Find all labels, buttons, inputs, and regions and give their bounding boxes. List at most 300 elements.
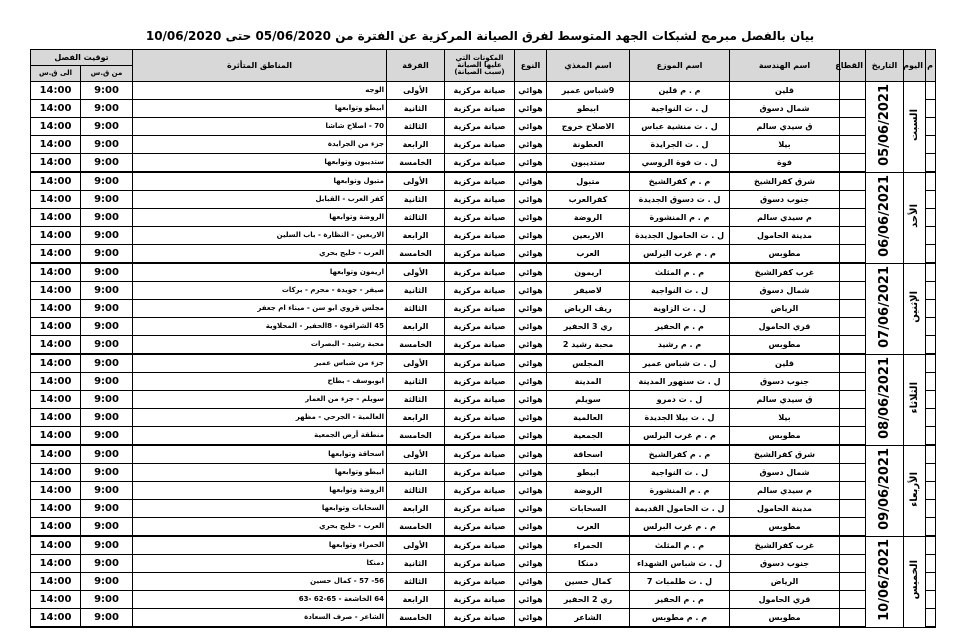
- distributor-cell: ل . ت الجرايدة: [630, 136, 730, 154]
- header-from: من ق.س: [81, 66, 133, 82]
- distributor-cell: م . م المثلث: [630, 536, 730, 555]
- to-time-cell: 14:00: [31, 373, 81, 391]
- table-row: [31, 282, 936, 300]
- distributor-cell: م . م رشيد: [630, 336, 730, 355]
- sector-cell: [840, 464, 866, 482]
- engineering-cell: شرق كفرالشيخ: [730, 445, 840, 464]
- type-cell: هوائي: [515, 373, 547, 391]
- engineering-cell: غرب كفرالشيخ: [730, 536, 840, 555]
- table-row: [31, 263, 936, 282]
- from-time-cell: 9:00: [81, 445, 133, 464]
- row-index-cell: [926, 518, 936, 537]
- team-cell: الرابعة: [387, 227, 445, 245]
- row-index-cell: [926, 573, 936, 591]
- areas-cell: جزء من الجرايدة: [133, 136, 387, 154]
- date-label: 06/06/2021: [877, 175, 892, 257]
- areas-cell: اريمون وتوابعها: [133, 263, 387, 282]
- components-cell: صيانة مركزية: [445, 391, 515, 409]
- table-row: [31, 373, 936, 391]
- type-cell: هوائي: [515, 245, 547, 264]
- feeder-cell: الروضة: [547, 209, 630, 227]
- feeder-cell: ابيطو: [547, 464, 630, 482]
- areas-cell: العالمية - الجرحي - مظهر: [133, 409, 387, 427]
- feeder-cell: 9شباس عمير: [547, 82, 630, 100]
- distributor-cell: ل . ت سنهور المدينة: [630, 373, 730, 391]
- table-row: [31, 118, 936, 136]
- engineering-cell: قلين: [730, 82, 840, 100]
- to-time-cell: 14:00: [31, 409, 81, 427]
- from-time-cell: 9:00: [81, 100, 133, 118]
- sector-cell: [840, 354, 866, 373]
- sector-cell: [840, 82, 866, 100]
- row-index-cell: [926, 336, 936, 355]
- day-label: الثلاثاء: [908, 382, 920, 414]
- team-cell: الخامسة: [387, 427, 445, 446]
- sector-cell: [840, 300, 866, 318]
- team-cell: الثالثة: [387, 482, 445, 500]
- feeder-cell: ري 2 الحفير: [547, 591, 630, 609]
- areas-cell: الحمراء وتوابعها: [133, 536, 387, 555]
- distributor-cell: ل . ت دمرو: [630, 391, 730, 409]
- components-cell: صيانة مركزية: [445, 100, 515, 118]
- table-row: [31, 500, 936, 518]
- areas-cell: ابيطو وتوابعها: [133, 464, 387, 482]
- table-row: [31, 245, 936, 264]
- feeder-cell: ستديبون: [547, 154, 630, 173]
- sector-cell: [840, 591, 866, 609]
- components-cell: صيانة مركزية: [445, 118, 515, 136]
- areas-cell: متبول وتوابعها: [133, 172, 387, 191]
- distributor-cell: ل . ت شباس الشهداء: [630, 555, 730, 573]
- feeder-cell: سويلم: [547, 391, 630, 409]
- from-time-cell: 9:00: [81, 282, 133, 300]
- areas-cell: دمنكا: [133, 555, 387, 573]
- engineering-cell: غرب كفرالشيخ: [730, 263, 840, 282]
- type-cell: هوائي: [515, 591, 547, 609]
- sector-cell: [840, 573, 866, 591]
- row-index-cell: [926, 209, 936, 227]
- components-cell: صيانة مركزية: [445, 464, 515, 482]
- to-time-cell: 14:00: [31, 518, 81, 537]
- from-time-cell: 9:00: [81, 336, 133, 355]
- type-cell: هوائي: [515, 573, 547, 591]
- areas-cell: 70 - اصلاح شاشا: [133, 118, 387, 136]
- date-cell: [866, 263, 904, 354]
- areas-cell: ابوبوسف - بطاح: [133, 373, 387, 391]
- feeder-cell: ري 3 الحفير: [547, 318, 630, 336]
- areas-cell: اسحاقة وتوابعها: [133, 445, 387, 464]
- table-row: [31, 591, 936, 609]
- components-cell: صيانة مركزية: [445, 409, 515, 427]
- components-cell: صيانة مركزية: [445, 591, 515, 609]
- areas-cell: الشاعر - صرف السعادة: [133, 609, 387, 628]
- components-cell: صيانة مركزية: [445, 82, 515, 100]
- sector-cell: [840, 336, 866, 355]
- areas-cell: صيفر - جويدة - محرم - بركات: [133, 282, 387, 300]
- to-time-cell: 14:00: [31, 500, 81, 518]
- date-cell: [866, 445, 904, 536]
- type-cell: هوائي: [515, 609, 547, 628]
- engineering-cell: بيلا: [730, 409, 840, 427]
- sector-cell: [840, 227, 866, 245]
- schedule-table: [30, 49, 936, 628]
- date-label: 09/06/2021: [877, 448, 892, 530]
- table-row: [31, 154, 936, 173]
- table-row: [31, 209, 936, 227]
- sector-cell: [840, 191, 866, 209]
- team-cell: الثالثة: [387, 300, 445, 318]
- feeder-cell: ابيطو: [547, 100, 630, 118]
- components-cell: صيانة مركزية: [445, 518, 515, 537]
- header-team: الفرقة: [387, 50, 445, 82]
- feeder-cell: السحابات: [547, 500, 630, 518]
- areas-cell: العرب - خليج بحري: [133, 245, 387, 264]
- components-cell: صيانة مركزية: [445, 573, 515, 591]
- date-cell: [866, 536, 904, 627]
- to-time-cell: 14:00: [31, 282, 81, 300]
- from-time-cell: 9:00: [81, 536, 133, 555]
- type-cell: هوائي: [515, 136, 547, 154]
- type-cell: هوائي: [515, 172, 547, 191]
- from-time-cell: 9:00: [81, 136, 133, 154]
- engineering-cell: مدينة الحامول: [730, 500, 840, 518]
- day-label: الأحد: [908, 204, 920, 228]
- header-engineering: اسم الهندسة: [730, 50, 840, 82]
- to-time-cell: 14:00: [31, 573, 81, 591]
- from-time-cell: 9:00: [81, 609, 133, 628]
- areas-cell: الروضة وتوابعها: [133, 482, 387, 500]
- engineering-cell: مدينة الحامول: [730, 227, 840, 245]
- components-cell: صيانة مركزية: [445, 209, 515, 227]
- team-cell: الأولى: [387, 172, 445, 191]
- header-components: المكونات التي عليها الصيانة (سبب الصيانة): [445, 50, 515, 82]
- distributor-cell: م . م المنشورة: [630, 209, 730, 227]
- table-row: [31, 136, 936, 154]
- engineering-cell: الرياض: [730, 573, 840, 591]
- team-cell: الرابعة: [387, 591, 445, 609]
- from-time-cell: 9:00: [81, 464, 133, 482]
- areas-cell: محبة رشيد - البصرات: [133, 336, 387, 355]
- sector-cell: [840, 445, 866, 464]
- row-index-cell: [926, 118, 936, 136]
- from-time-cell: 9:00: [81, 373, 133, 391]
- table-row: [31, 518, 936, 537]
- row-index-cell: [926, 591, 936, 609]
- team-cell: الخامسة: [387, 245, 445, 264]
- team-cell: الثانية: [387, 191, 445, 209]
- from-time-cell: 9:00: [81, 500, 133, 518]
- row-index-cell: [926, 82, 936, 100]
- team-cell: الثالثة: [387, 209, 445, 227]
- table-row: [31, 427, 936, 446]
- components-cell: صيانة مركزية: [445, 191, 515, 209]
- from-time-cell: 9:00: [81, 172, 133, 191]
- row-index-cell: [926, 245, 936, 264]
- team-cell: الرابعة: [387, 136, 445, 154]
- from-time-cell: 9:00: [81, 573, 133, 591]
- feeder-cell: اريمون: [547, 263, 630, 282]
- row-index-cell: [926, 373, 936, 391]
- to-time-cell: 14:00: [31, 445, 81, 464]
- table-row: [31, 191, 936, 209]
- engineering-cell: ق سيدي سالم: [730, 391, 840, 409]
- team-cell: الأولى: [387, 263, 445, 282]
- table-row: [31, 300, 936, 318]
- row-index-cell: [926, 191, 936, 209]
- row-index-cell: [926, 391, 936, 409]
- header-distributor: اسم الموزع: [630, 50, 730, 82]
- table-row: [31, 227, 936, 245]
- row-index-cell: [926, 263, 936, 282]
- row-index-cell: [926, 227, 936, 245]
- to-time-cell: 14:00: [31, 464, 81, 482]
- to-time-cell: 14:00: [31, 609, 81, 628]
- engineering-cell: قلين: [730, 354, 840, 373]
- type-cell: هوائي: [515, 482, 547, 500]
- areas-cell: كفر العرب - القبابل: [133, 191, 387, 209]
- to-time-cell: 14:00: [31, 191, 81, 209]
- engineering-cell: قري الحامول: [730, 318, 840, 336]
- date-label: 07/06/2021: [877, 266, 892, 348]
- header-sector: القطاع: [840, 50, 866, 82]
- sector-cell: [840, 482, 866, 500]
- row-index-cell: [926, 500, 936, 518]
- header-m: م: [926, 50, 936, 82]
- engineering-cell: فوة: [730, 154, 840, 173]
- table-row: [31, 409, 936, 427]
- feeder-cell: المدينة: [547, 373, 630, 391]
- feeder-cell: العرب: [547, 245, 630, 264]
- type-cell: هوائي: [515, 409, 547, 427]
- row-index-cell: [926, 482, 936, 500]
- team-cell: الأولى: [387, 445, 445, 464]
- team-cell: الأولى: [387, 354, 445, 373]
- feeder-cell: العرب: [547, 518, 630, 537]
- components-cell: صيانة مركزية: [445, 318, 515, 336]
- sector-cell: [840, 500, 866, 518]
- feeder-cell: كفرالعرب: [547, 191, 630, 209]
- areas-cell: 64 الخاشعة - 65-62 -63: [133, 591, 387, 609]
- row-index-cell: [926, 555, 936, 573]
- type-cell: هوائي: [515, 464, 547, 482]
- header-date: التاريخ: [866, 50, 904, 82]
- from-time-cell: 9:00: [81, 391, 133, 409]
- sector-cell: [840, 118, 866, 136]
- distributor-cell: ل . ت النواجية: [630, 464, 730, 482]
- areas-cell: سويلم - جزء من العمار: [133, 391, 387, 409]
- team-cell: الخامسة: [387, 609, 445, 628]
- day-cell: [904, 172, 926, 263]
- areas-cell: منطقة أرض الجمعية: [133, 427, 387, 446]
- feeder-cell: لاصيفر: [547, 282, 630, 300]
- date-label: 08/06/2021: [877, 357, 892, 439]
- to-time-cell: 14:00: [31, 154, 81, 173]
- day-cell: [904, 354, 926, 445]
- schedule-body: [31, 82, 936, 628]
- engineering-cell: جنوب دسوق: [730, 555, 840, 573]
- to-time-cell: 14:00: [31, 536, 81, 555]
- to-time-cell: 14:00: [31, 300, 81, 318]
- date-cell: [866, 172, 904, 263]
- engineering-cell: بيلا: [730, 136, 840, 154]
- page-title: بيان بالفصل مبرمج لشبكات الجهد المتوسط لفرق الصيانة المركزية عن الفترة من 05/06/2020 حتى 10/06/2020: [145, 29, 815, 43]
- type-cell: هوائي: [515, 427, 547, 446]
- engineering-cell: مطوبس: [730, 518, 840, 537]
- header-to: الى ق.س: [31, 66, 81, 82]
- areas-cell: السحابات وتوابعها: [133, 500, 387, 518]
- type-cell: هوائي: [515, 300, 547, 318]
- sector-cell: [840, 136, 866, 154]
- to-time-cell: 14:00: [31, 100, 81, 118]
- team-cell: الأولى: [387, 536, 445, 555]
- from-time-cell: 9:00: [81, 482, 133, 500]
- components-cell: صيانة مركزية: [445, 227, 515, 245]
- sector-cell: [840, 555, 866, 573]
- sector-cell: [840, 609, 866, 628]
- type-cell: هوائي: [515, 282, 547, 300]
- type-cell: هوائي: [515, 263, 547, 282]
- engineering-cell: شرق كفرالشيخ: [730, 172, 840, 191]
- areas-cell: العرب - خليج بحري: [133, 518, 387, 537]
- team-cell: الرابعة: [387, 500, 445, 518]
- from-time-cell: 9:00: [81, 409, 133, 427]
- type-cell: هوائي: [515, 518, 547, 537]
- distributor-cell: ل . ت النواجية: [630, 100, 730, 118]
- feeder-cell: الحمراء: [547, 536, 630, 555]
- to-time-cell: 14:00: [31, 354, 81, 373]
- to-time-cell: 14:00: [31, 591, 81, 609]
- type-cell: هوائي: [515, 318, 547, 336]
- from-time-cell: 9:00: [81, 300, 133, 318]
- team-cell: الثالثة: [387, 391, 445, 409]
- components-cell: صيانة مركزية: [445, 172, 515, 191]
- from-time-cell: 9:00: [81, 555, 133, 573]
- engineering-cell: ق سيدي سالم: [730, 118, 840, 136]
- from-time-cell: 9:00: [81, 245, 133, 264]
- components-cell: صيانة مركزية: [445, 282, 515, 300]
- day-label: الأربعاء: [908, 471, 920, 507]
- row-index-cell: [926, 354, 936, 373]
- type-cell: هوائي: [515, 154, 547, 173]
- from-time-cell: 9:00: [81, 191, 133, 209]
- day-cell: [904, 82, 926, 173]
- to-time-cell: 14:00: [31, 263, 81, 282]
- row-index-cell: [926, 300, 936, 318]
- engineering-cell: شمال دسوق: [730, 464, 840, 482]
- feeder-cell: الاصلاح خروج: [547, 118, 630, 136]
- sector-cell: [840, 172, 866, 191]
- table-row: [31, 318, 936, 336]
- distributor-cell: م . م قلين: [630, 82, 730, 100]
- sector-cell: [840, 209, 866, 227]
- to-time-cell: 14:00: [31, 227, 81, 245]
- components-cell: صيانة مركزية: [445, 609, 515, 628]
- sector-cell: [840, 391, 866, 409]
- areas-cell: الاربعين - النظارة - باب السلين: [133, 227, 387, 245]
- feeder-cell: متبول: [547, 172, 630, 191]
- sector-cell: [840, 427, 866, 446]
- sector-cell: [840, 373, 866, 391]
- row-index-cell: [926, 172, 936, 191]
- table-row: [31, 536, 936, 555]
- team-cell: الثالثة: [387, 118, 445, 136]
- header-areas: المناطق المتأثرة: [133, 50, 387, 82]
- team-cell: الثالثة: [387, 573, 445, 591]
- table-row: [31, 445, 936, 464]
- type-cell: هوائي: [515, 336, 547, 355]
- feeder-cell: اسحاقة: [547, 445, 630, 464]
- row-index-cell: [926, 464, 936, 482]
- components-cell: صيانة مركزية: [445, 354, 515, 373]
- to-time-cell: 14:00: [31, 427, 81, 446]
- distributor-cell: ل . ت النواجية: [630, 282, 730, 300]
- distributor-cell: م . م غرب البرلس: [630, 427, 730, 446]
- distributor-cell: ل . ت شباس عمير: [630, 354, 730, 373]
- engineering-cell: جنوب دسوق: [730, 191, 840, 209]
- from-time-cell: 9:00: [81, 318, 133, 336]
- distributor-cell: م . م كفرالشيخ: [630, 445, 730, 464]
- distributor-cell: ل . ت بيلا الجديدة: [630, 409, 730, 427]
- date-label: 10/06/2021: [877, 539, 892, 621]
- distributor-cell: م . م الحفير: [630, 318, 730, 336]
- header-day: اليوم: [904, 50, 926, 82]
- table-row: [31, 172, 936, 191]
- to-time-cell: 14:00: [31, 118, 81, 136]
- engineering-cell: جنوب دسوق: [730, 373, 840, 391]
- engineering-cell: مطوبس: [730, 336, 840, 355]
- to-time-cell: 14:00: [31, 209, 81, 227]
- row-index-cell: [926, 282, 936, 300]
- components-cell: صيانة مركزية: [445, 373, 515, 391]
- feeder-cell: الشاعر: [547, 609, 630, 628]
- table-row: [31, 391, 936, 409]
- row-index-cell: [926, 318, 936, 336]
- components-cell: صيانة مركزية: [445, 536, 515, 555]
- type-cell: هوائي: [515, 227, 547, 245]
- day-label: الإثنين: [908, 291, 920, 323]
- from-time-cell: 9:00: [81, 209, 133, 227]
- team-cell: الثانية: [387, 373, 445, 391]
- to-time-cell: 14:00: [31, 336, 81, 355]
- distributor-cell: ل . ت فوة الروسي: [630, 154, 730, 173]
- row-index-cell: [926, 100, 936, 118]
- feeder-cell: العالمية: [547, 409, 630, 427]
- from-time-cell: 9:00: [81, 118, 133, 136]
- feeder-cell: محبة رشيد 2: [547, 336, 630, 355]
- from-time-cell: 9:00: [81, 354, 133, 373]
- table-row: [31, 464, 936, 482]
- components-cell: صيانة مركزية: [445, 245, 515, 264]
- team-cell: الثانية: [387, 100, 445, 118]
- engineering-cell: مطوبس: [730, 609, 840, 628]
- feeder-cell: العطونة: [547, 136, 630, 154]
- areas-cell: ستديبون وتوابعها: [133, 154, 387, 173]
- table-row: [31, 354, 936, 373]
- distributor-cell: م . م الحفير: [630, 591, 730, 609]
- components-cell: صيانة مركزية: [445, 427, 515, 446]
- feeder-cell: الروضة: [547, 482, 630, 500]
- components-cell: صيانة مركزية: [445, 482, 515, 500]
- sector-cell: [840, 536, 866, 555]
- engineering-cell: م سيدي سالم: [730, 482, 840, 500]
- to-time-cell: 14:00: [31, 555, 81, 573]
- distributor-cell: م . م مطوبس: [630, 609, 730, 628]
- type-cell: هوائي: [515, 536, 547, 555]
- engineering-cell: شمال دسوق: [730, 100, 840, 118]
- header-type: النوع: [515, 50, 547, 82]
- engineering-cell: مطوبس: [730, 427, 840, 446]
- feeder-cell: ريف الرياض: [547, 300, 630, 318]
